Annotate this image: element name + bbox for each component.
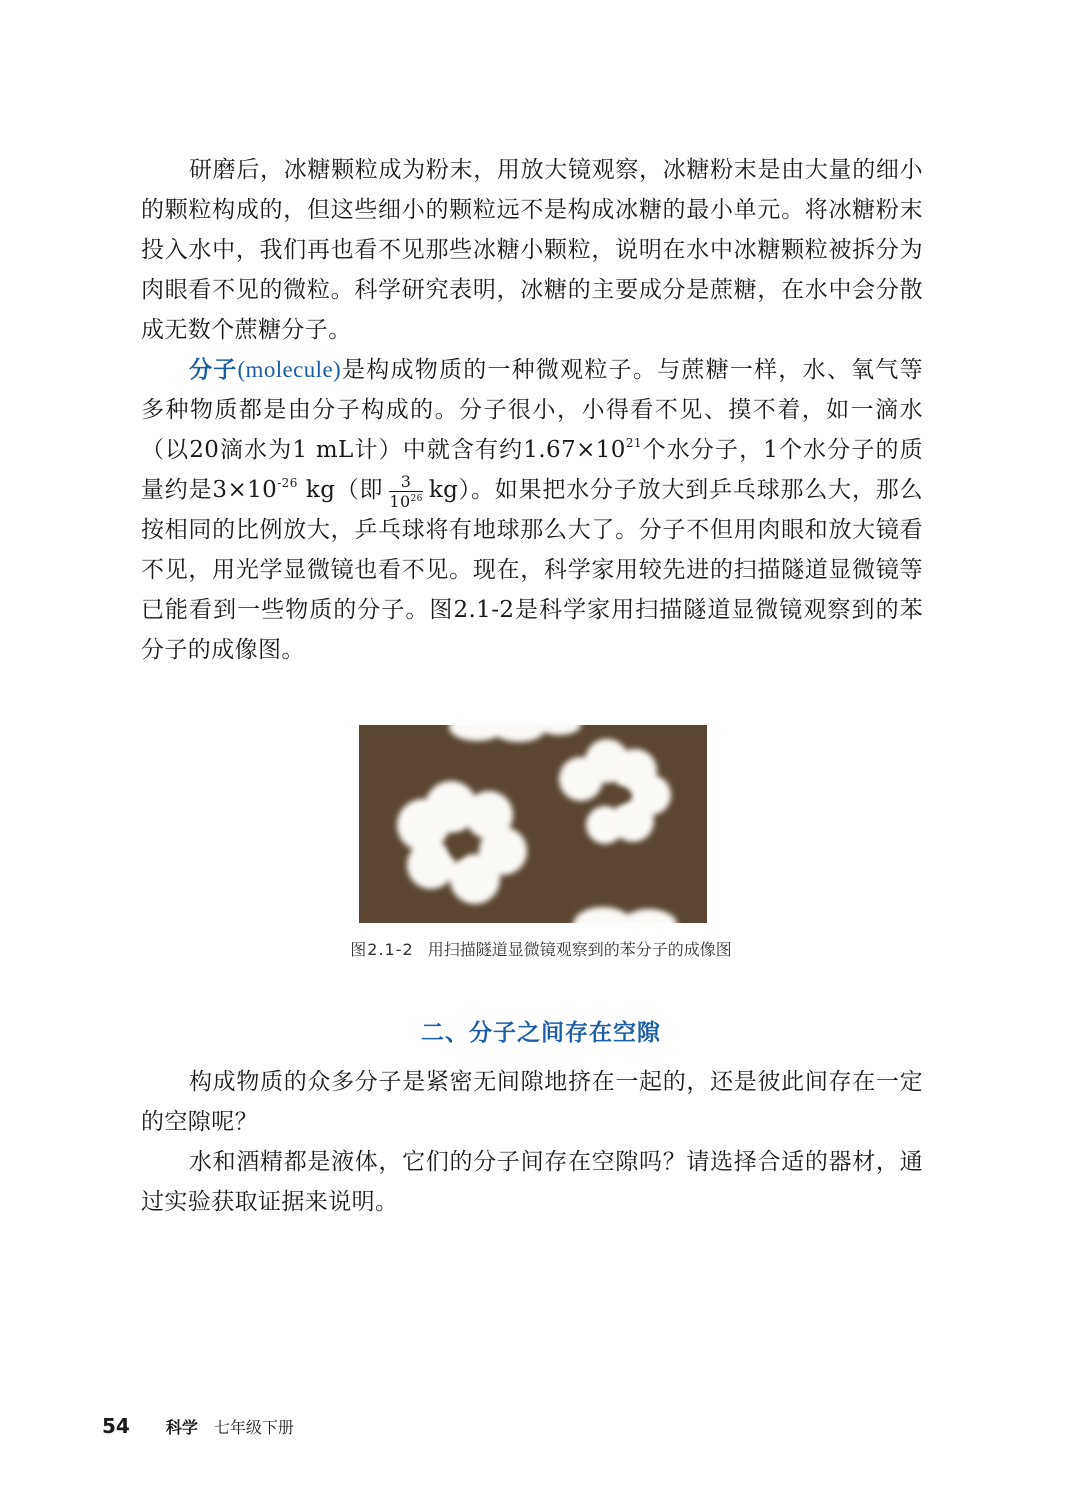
figure-caption-text: 用扫描隧道显微镜观察到的苯分子的成像图 — [427, 940, 732, 959]
paragraph-molecule — [141, 350, 923, 670]
molecule-text-c: kg（即 — [297, 477, 384, 503]
fraction — [389, 473, 422, 510]
section-title: 二、分子之间存在空隙 — [421, 1020, 661, 1046]
figure-caption — [0, 937, 1082, 960]
molecule-text-d: kg）。如果把水分子放大到乒乓球那么大，那么按相同的比例放大，乒乓球将有地球那么大了。分子不但用肉眼和放大镜看不见，用光学显微镜也看不见。现在，科学家用较先进的扫描隧道显微镜等已能看到一些物质的分子。图2.1-2是科学家用扫描隧道显微镜观察到的苯分子的成像图。 — [141, 477, 923, 663]
paragraph-grinding: 研磨后，冰糖颗粒成为粉末，用放大镜观察，冰糖粉末是由大量的细小的颗粒构成的，但这些细小的颗粒远不是构成冰糖的最小单元。将冰糖粉末投入水中，我们再也看不见那些冰糖小颗粒，说明在水中冰糖颗粒被拆分为肉眼看不见的微粒。科学研究表明，冰糖的主要成分是蔗糖，在水中会分散成无数个蔗糖分子。 — [141, 157, 923, 343]
book-subject: 科学 — [165, 1418, 198, 1437]
page-footer — [102, 1414, 294, 1438]
section-text — [141, 1062, 923, 1222]
molecule-text-a: 是构成物质的一种微观粒子。与蔗糖一样，水、氧气等多种物质都是由分子构成的。分子很小，小得看不见、摸不着，如一滴水（以20滴水为1 mL计）中就含有约1.67×10 — [141, 357, 923, 463]
term-molecule: 分子 — [189, 357, 238, 383]
exponent-21: 21 — [625, 436, 642, 450]
figure-number: 图2.1-2 — [350, 940, 414, 959]
benzene-stm-image — [359, 725, 707, 923]
molecule-text-b: 个水分子，1个水分子的质量约是3×10 — [141, 437, 923, 503]
term-molecule-english: (molecule) — [237, 357, 342, 382]
fraction-numerator: 3 — [389, 473, 422, 492]
fraction-denominator — [389, 492, 422, 510]
exponent-neg26: -26 — [277, 476, 298, 490]
fraction-denominator-exponent: 26 — [410, 493, 423, 504]
fraction-denominator-base: 10 — [389, 491, 411, 511]
paragraph-experiment: 水和酒精都是液体，它们的分子间存在空隙吗？请选择合适的器材，通过实验获取证据来说明。 — [141, 1149, 923, 1215]
paragraph-question: 构成物质的众多分子是紧密无间隙地挤在一起的，还是彼此间存在一定的空隙呢？ — [141, 1069, 923, 1135]
benzene-stm-graphic — [359, 725, 707, 923]
main-text — [141, 150, 923, 670]
book-grade: 七年级下册 — [213, 1418, 294, 1437]
page-number: 54 — [102, 1414, 130, 1438]
